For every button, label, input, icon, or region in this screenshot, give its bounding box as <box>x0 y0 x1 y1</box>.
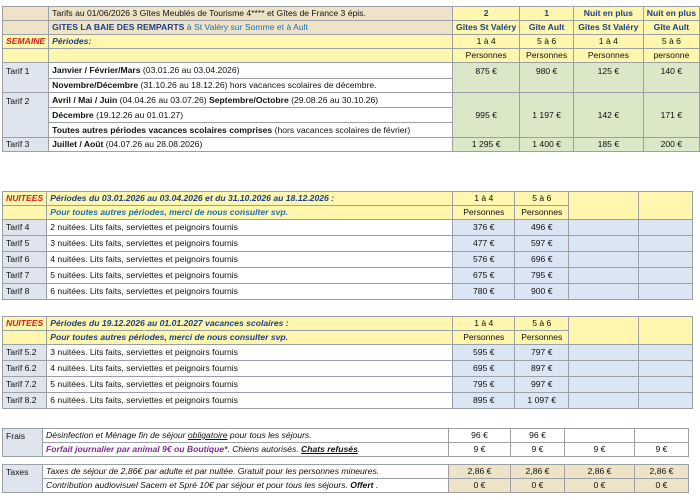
tarif-row <box>3 377 693 393</box>
tarif-row-desc: 6 nuitées. Lits faits, serviettes et peignoirs fournis <box>47 284 453 300</box>
col-stvalery-name: Gîtes St Valéry <box>453 21 520 35</box>
tarif-row-v1: 695 € <box>453 361 515 377</box>
frais-animal-v4: 9 € <box>635 443 689 457</box>
tarif-row <box>3 345 693 361</box>
tarif-row-label: Tarif 5 <box>3 236 47 252</box>
semaine-c1-bottom: Personnes <box>453 49 520 63</box>
semaine-tag: SEMAINE <box>3 35 49 49</box>
subtitle-name: GITES LA BAIE DES REMPARTS <box>52 22 185 32</box>
col-nuit-ault-bottom: Gîte Ault <box>643 21 699 35</box>
tarif-row-v1: 675 € <box>453 268 515 284</box>
tarif-row-v1: 595 € <box>453 345 515 361</box>
tarif2-label: Tarif 2 <box>3 93 49 138</box>
tarif-row-empty4 <box>639 284 693 300</box>
tarif-row-empty3 <box>569 284 639 300</box>
tarif2-v4: 171 € <box>643 93 699 138</box>
tarif-row-desc: 2 nuitées. Lits faits, serviettes et peignoirs fournis <box>47 220 453 236</box>
tarif-row-desc: 6 nuitées. Lits faits, serviettes et peignoirs fournis <box>47 393 453 409</box>
frais-animal-v1: 9 € <box>449 443 511 457</box>
frais-animal: Forfait journalier par animal 9€ ou Boutique*. Chiens autorisés. Chats refusés. <box>43 443 449 457</box>
tarif-row-v2: 1 097 € <box>515 393 569 409</box>
tarif-row-empty4 <box>639 252 693 268</box>
frais-menage-v4 <box>635 429 689 443</box>
tarif-row-empty3 <box>569 220 639 236</box>
tarif-row-v2: 897 € <box>515 361 569 377</box>
tarif-row-v1: 895 € <box>453 393 515 409</box>
semaine-c3-top: 1 à 4 <box>573 35 643 49</box>
tarif1-label: Tarif 1 <box>3 63 49 93</box>
col-ault-name: Gîte Ault <box>520 21 574 35</box>
tarif3-v2: 1 400 € <box>520 138 574 152</box>
nuitees2-empty4 <box>639 317 693 345</box>
nuitees1-c2-bottom: Personnes <box>515 206 569 220</box>
tarif-row-v1: 576 € <box>453 252 515 268</box>
taxes-sejour-v3: 2,86 € <box>565 465 635 479</box>
taxes-sejour-v4: 2,86 € <box>635 465 689 479</box>
tarif-row-label: Tarif 6.2 <box>3 361 47 377</box>
tarif1-line1: Janvier / Février/Mars (03.01.26 au 03.04.2026) <box>49 63 453 79</box>
taxes-sejour: Taxes de séjour de 2,86€ par adulte et par nuitée. Gratuit pour les personnes mineures. <box>43 465 449 479</box>
nuitees1-line1: Périodes du 03.01.2026 au 03.04.2026 et du 31.10.2026 au 18.12.2026 : <box>47 192 453 206</box>
frais-animal-v3: 9 € <box>565 443 635 457</box>
tarif-row-empty3 <box>569 393 639 409</box>
tarif2-v2: 1 197 € <box>520 93 574 138</box>
semaine-table <box>2 6 700 152</box>
taxes-label: Taxes <box>3 465 43 493</box>
semaine-blank <box>3 49 49 63</box>
header-corner-2 <box>3 21 49 35</box>
tarif-row-desc: 4 nuitées. Lits faits, serviettes et peignoirs fournis <box>47 361 453 377</box>
nuitees1-empty4 <box>639 192 693 220</box>
taxes-contrib-v1: 0 € <box>449 479 511 493</box>
nuitees2-c2-top: 5 à 6 <box>515 317 569 331</box>
semaine-c3-bottom: Personnes <box>573 49 643 63</box>
tarif-row <box>3 236 693 252</box>
tarif-row-empty3 <box>569 268 639 284</box>
tarif-row-v2: 597 € <box>515 236 569 252</box>
tarif3-v4: 200 € <box>643 138 699 152</box>
tarif2-v3: 142 € <box>573 93 643 138</box>
tarif-row <box>3 268 693 284</box>
frais-menage-v3 <box>565 429 635 443</box>
tarif1-v4: 140 € <box>643 63 699 93</box>
tarif-row-label: Tarif 8 <box>3 284 47 300</box>
tarif3-label: Tarif 3 <box>3 138 49 152</box>
tarif2-line2: Décembre (19.12.26 au 01.01.27) <box>49 108 453 123</box>
tarif-row <box>3 361 693 377</box>
tarif-row-label: Tarif 6 <box>3 252 47 268</box>
tarif-row-desc: 3 nuitées. Lits faits, serviettes et peignoirs fournis <box>47 345 453 361</box>
tarif1-v2: 980 € <box>520 63 574 93</box>
tarif-row <box>3 252 693 268</box>
frais-menage-v2: 96 € <box>511 429 565 443</box>
taxes-sejour-v1: 2,86 € <box>449 465 511 479</box>
col-nuit-stvalery-bottom: Gîtes St Valéry <box>573 21 643 35</box>
taxes-contribution: Contribution audiovisuel Sacem et Spré 10€ par séjour et pour tous les séjours. Offert . <box>43 479 449 493</box>
tarif-row <box>3 284 693 300</box>
tarif2-line1: Avril / Mai / Juin (04.04.26 au 03.07.26) Septembre/Octobre (29.08.26 au 30.10.26) <box>49 93 453 108</box>
taxes-contrib-v2: 0 € <box>511 479 565 493</box>
nuitees1-table <box>2 191 693 300</box>
tarif-row-empty4 <box>639 268 693 284</box>
semaine-c4-bottom: personne <box>643 49 699 63</box>
nuitees2-tag: NUITEES <box>3 317 47 331</box>
nuitees1-c1-bottom: Personnes <box>453 206 515 220</box>
header-corner <box>3 7 49 21</box>
tarif2-line3: Toutes autres périodes vacances scolaires comprises (hors vacances scolaires de février) <box>49 123 453 138</box>
tarif-row-empty3 <box>569 236 639 252</box>
semaine-c1-top: 1 à 4 <box>453 35 520 49</box>
tarif-row <box>3 220 693 236</box>
tarif-row-desc: 5 nuitées. Lits faits, serviettes et peignoirs fournis <box>47 377 453 393</box>
tarif1-line2: Novembre/Décembre (31.10.26 au 18.12.26) hors vacances scolaires de décembre. <box>49 79 453 93</box>
col-nuit-stvalery-top: Nuit en plus <box>573 7 643 21</box>
header-subtitle <box>49 21 453 35</box>
tarif-row-empty3 <box>569 252 639 268</box>
tarif-row-desc: 5 nuitées. Lits faits, serviettes et peignoirs fournis <box>47 268 453 284</box>
tarif-row-label: Tarif 7.2 <box>3 377 47 393</box>
subtitle-location: à St Valéry sur Somme et à Ault <box>184 22 308 32</box>
nuitees2-blank <box>3 331 47 345</box>
nuitees2-line1: Périodes du 19.12.2026 au 01.01.2027 vacances scolaires : <box>47 317 453 331</box>
taxes-contrib-v3: 0 € <box>565 479 635 493</box>
frais-label: Frais <box>3 429 43 457</box>
tarif2-v1: 995 € <box>453 93 520 138</box>
tarif-row-v2: 696 € <box>515 252 569 268</box>
tarif-row-empty4 <box>639 220 693 236</box>
tarif-row-empty3 <box>569 377 639 393</box>
nuitees1-empty3 <box>569 192 639 220</box>
tarif-row-v1: 376 € <box>453 220 515 236</box>
tarif-row-v2: 795 € <box>515 268 569 284</box>
frais-animal-v2: 9 € <box>511 443 565 457</box>
frais-menage: Désinfection et Ménage fin de séjour obligatoire pour tous les séjours. <box>43 429 449 443</box>
nuitees1-c2-top: 5 à 6 <box>515 192 569 206</box>
tarif-row-desc: 3 nuitées. Lits faits, serviettes et peignoirs fournis <box>47 236 453 252</box>
tarif1-v3: 125 € <box>573 63 643 93</box>
nuitees2-line2: Pour toutes autres périodes, merci de nous consulter svp. <box>47 331 453 345</box>
header-title: Tarifs au 01/06/2026 3 Gîtes Meublés de Tourisme 4**** et Gîtes de France 3 épis. <box>49 7 453 21</box>
tarif3-v1: 1 295 € <box>453 138 520 152</box>
tarif-row-v2: 496 € <box>515 220 569 236</box>
col-ault-count: 1 <box>520 7 574 21</box>
tarif-row-empty4 <box>639 393 693 409</box>
nuitees1-tag: NUITEES <box>3 192 47 206</box>
nuitees2-c1-bottom: Personnes <box>453 331 515 345</box>
semaine-c2-top: 5 à 6 <box>520 35 574 49</box>
tarif3-line1: Juillet / Août (04.07.26 au 28.08.2026) <box>49 138 453 152</box>
frais-taxes-table <box>2 428 689 493</box>
tarif-row <box>3 393 693 409</box>
tarif-row-v1: 477 € <box>453 236 515 252</box>
tarif1-v1: 875 € <box>453 63 520 93</box>
nuitees2-empty3 <box>569 317 639 345</box>
tarif-row-v1: 795 € <box>453 377 515 393</box>
nuitees2-table <box>2 316 693 409</box>
nuitees2-c2-bottom: Personnes <box>515 331 569 345</box>
tarif-row-empty4 <box>639 377 693 393</box>
semaine-blank-2 <box>49 49 453 63</box>
tarif3-v3: 185 € <box>573 138 643 152</box>
nuitees1-blank <box>3 206 47 220</box>
tarif-row-v2: 797 € <box>515 345 569 361</box>
taxes-contrib-v4: 0 € <box>635 479 689 493</box>
nuitees2-c1-top: 1 à 4 <box>453 317 515 331</box>
nuitees1-line2: Pour toutes autres périodes, merci de nous consulter svp. <box>47 206 453 220</box>
col-stvalery-count: 2 <box>453 7 520 21</box>
tarif-row-empty3 <box>569 345 639 361</box>
semaine-c2-bottom: Personnes <box>520 49 574 63</box>
tarif-row-label: Tarif 8.2 <box>3 393 47 409</box>
tarif-row-label: Tarif 4 <box>3 220 47 236</box>
tarif-row-v2: 900 € <box>515 284 569 300</box>
col-nuit-ault-top: Nuit en plus <box>643 7 699 21</box>
semaine-c4-top: 5 à 6 <box>643 35 699 49</box>
tarif-row-empty3 <box>569 361 639 377</box>
tarif-row-desc: 4 nuitées. Lits faits, serviettes et peignoirs fournis <box>47 252 453 268</box>
nuitees1-c1-top: 1 à 4 <box>453 192 515 206</box>
tarif-row-empty4 <box>639 361 693 377</box>
semaine-periodes: Périodes: <box>49 35 453 49</box>
tarif-row-label: Tarif 5.2 <box>3 345 47 361</box>
tarif-row-v2: 997 € <box>515 377 569 393</box>
taxes-sejour-v2: 2,86 € <box>511 465 565 479</box>
tarif-row-v1: 780 € <box>453 284 515 300</box>
frais-menage-v1: 96 € <box>449 429 511 443</box>
tarif-row-empty4 <box>639 345 693 361</box>
tarif-row-label: Tarif 7 <box>3 268 47 284</box>
tarif-row-empty4 <box>639 236 693 252</box>
